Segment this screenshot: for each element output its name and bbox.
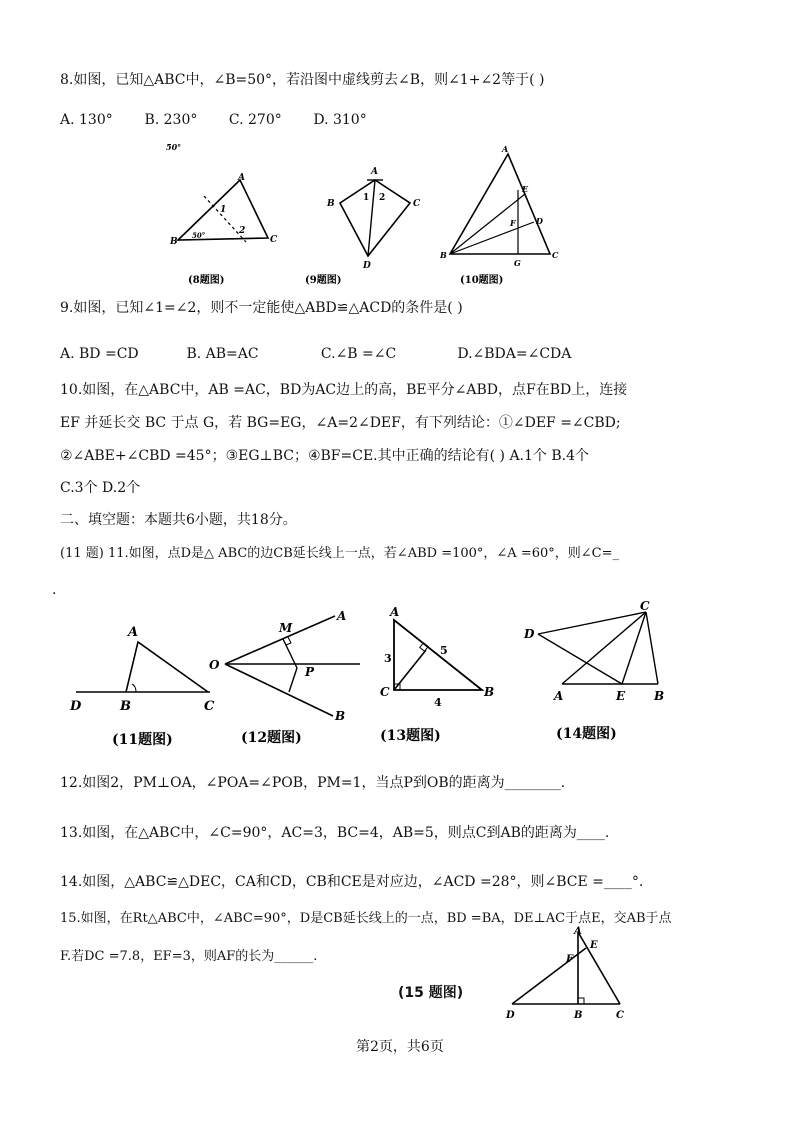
fig9-label-d: D <box>363 261 371 271</box>
fig12-label-o: O <box>209 658 220 672</box>
question-13-text: 13.如图，在△ABC中，∠C=90°，AC=3，BC=4，AB=5，则点C到AB的距离为____. <box>60 825 610 841</box>
q8-option-a: A. 130° <box>60 112 113 128</box>
q8-option-d: D. 310° <box>313 112 367 128</box>
fig15-label-d: D <box>506 1010 515 1021</box>
fig8-label-c: C <box>270 235 278 245</box>
fig13-caption: (13题图) <box>380 728 441 744</box>
fig12-label-a: A <box>337 609 347 623</box>
q9-option-c: C.∠B =∠C <box>320 346 397 362</box>
fig9-caption: (9题图) <box>305 275 342 286</box>
q8-option-c: C. 270° <box>228 112 282 128</box>
question-9-text: 9.如图，已知∠1=∠2，则不一定能使△ABD≌△ACD的条件是( ) <box>60 300 463 316</box>
q9-option-b: B. AB=AC <box>186 346 259 362</box>
fig10-label-b: B <box>440 250 447 260</box>
fig14-label-d: D <box>524 627 535 641</box>
fig14-label-c: C <box>640 599 650 613</box>
question-8-text: 8.如图，已知△ABC中，∠B=50°，若沿图中虚线剪去∠B，则∠1+∠2等于( ) <box>60 72 545 88</box>
fig11-label-c: C <box>204 699 215 714</box>
fig15-label-e: E <box>590 940 598 951</box>
fig11-label-d: D <box>70 699 82 714</box>
fig11-caption: (11题图) <box>112 732 173 748</box>
fig8-angle-1: 1 <box>220 205 227 215</box>
fig13-side-5: 5 <box>440 644 448 657</box>
question-10-line-4: C.3个 D.2个 <box>60 480 141 496</box>
fig9-label-a: A <box>371 167 378 177</box>
figure-12 <box>205 606 365 750</box>
fig14-label-a: A <box>554 689 564 703</box>
q9-option-a: A. BD =CD <box>60 346 139 362</box>
fig11-label-b: B <box>120 699 131 714</box>
fig9-angle-2: 2 <box>379 193 386 203</box>
fig10-label-e: E <box>522 184 529 194</box>
fig14-label-b: B <box>654 689 665 703</box>
q8-option-b: B. 230° <box>144 112 198 128</box>
question-11-dot: . <box>52 582 57 598</box>
fig15-label-c: C <box>616 1010 624 1021</box>
question-8-options <box>60 112 393 128</box>
fig8-label-b: B <box>170 237 178 247</box>
fig8-angle-2: 2 <box>239 226 246 236</box>
fig11-label-a: A <box>128 625 139 640</box>
fig12-caption: (12题图) <box>241 730 302 746</box>
question-11-text: (11 题) 11.如图，点D是△ ABC的边CB延长线上一点，若∠ABD =100°，∠A =60°，则∠C=_ <box>60 546 619 561</box>
fig12-label-p: P <box>305 665 315 679</box>
fig10-label-f: F <box>510 218 516 228</box>
fig10-caption: (10题图) <box>460 275 504 286</box>
fig15-label-f: F <box>566 954 574 965</box>
question-15-line-1: 15.如图，在Rt△ABC中，∠ABC=90°，D是CB延长线上的一点，BD =BA，DE⊥AC于点E，交AB于点 <box>60 911 672 926</box>
section-2-heading: 二、填空题：本题共6小题，共18分。 <box>60 512 297 528</box>
fig13-side-3: 3 <box>384 652 392 665</box>
figure-15 <box>502 924 642 1024</box>
fig13-label-b: B <box>484 685 495 699</box>
fig14-caption: (14题图) <box>556 726 617 742</box>
fig10-label-d: D <box>536 216 543 226</box>
figure-8 <box>160 138 290 288</box>
fig13-label-a: A <box>390 605 400 619</box>
figure-9 <box>305 158 430 288</box>
fig13-label-c: C <box>380 685 390 699</box>
figure-11 <box>62 618 222 750</box>
fig8-angle-50: 50° <box>192 231 206 240</box>
question-10-line-3: ②∠ABE+∠CBD =45°；③EG⊥BC；④BF=CE.其中正确的结论有( ) A.1个 B.4个 <box>60 448 590 464</box>
fig15-label-b: B <box>574 1010 583 1021</box>
fig9-label-c: C <box>413 199 421 209</box>
fig8-label-a: A <box>238 173 245 183</box>
fig10-label-g: G <box>514 258 521 268</box>
fig15-caption: (15 题图) <box>398 985 464 1001</box>
figure-10 <box>430 142 570 288</box>
fig12-label-m: M <box>279 621 293 635</box>
fig8-caption: (8题图) <box>188 275 225 286</box>
svg-text:50°: 50° <box>166 142 182 152</box>
fig14-label-e: E <box>616 689 626 703</box>
question-10-line-1: 10.如图，在△ABC中，AB =AC，BD为AC边上的高，BE平分∠ABD，点F在BD上，连接 <box>60 382 628 398</box>
page-footer: 第2页，共6页 <box>356 1039 444 1055</box>
fig10-label-a: A <box>502 144 509 154</box>
fig12-label-b: B <box>335 709 346 723</box>
fig9-angle-1: 1 <box>363 193 370 203</box>
fig10-label-c: C <box>552 250 559 260</box>
figure-14 <box>518 600 678 746</box>
question-10-line-2: EF 并延长交 BC 于点 G，若 BG=EG，∠A=2∠DEF，有下列结论：①∠DEF =∠CBD; <box>60 415 621 431</box>
fig13-side-4: 4 <box>434 696 442 709</box>
q9-option-d: D.∠BDA=∠CDA <box>457 346 572 362</box>
question-15-line-2: F.若DC =7.8，EF=3，则AF的长为______. <box>60 949 318 964</box>
fig15-label-a: A <box>574 926 582 937</box>
question-14-text: 14.如图，△ABC≌△DEC，CA和CD，CB和CE是对应边，∠ACD =28°，则∠BCE =____°. <box>60 874 644 890</box>
question-9-options <box>60 346 607 362</box>
question-12-text: 12.如图2，PM⊥OA，∠POA=∠POB，PM=1，当点P到OB的距离为________. <box>60 775 566 791</box>
figure-13 <box>372 606 502 750</box>
fig9-label-b: B <box>327 199 335 209</box>
